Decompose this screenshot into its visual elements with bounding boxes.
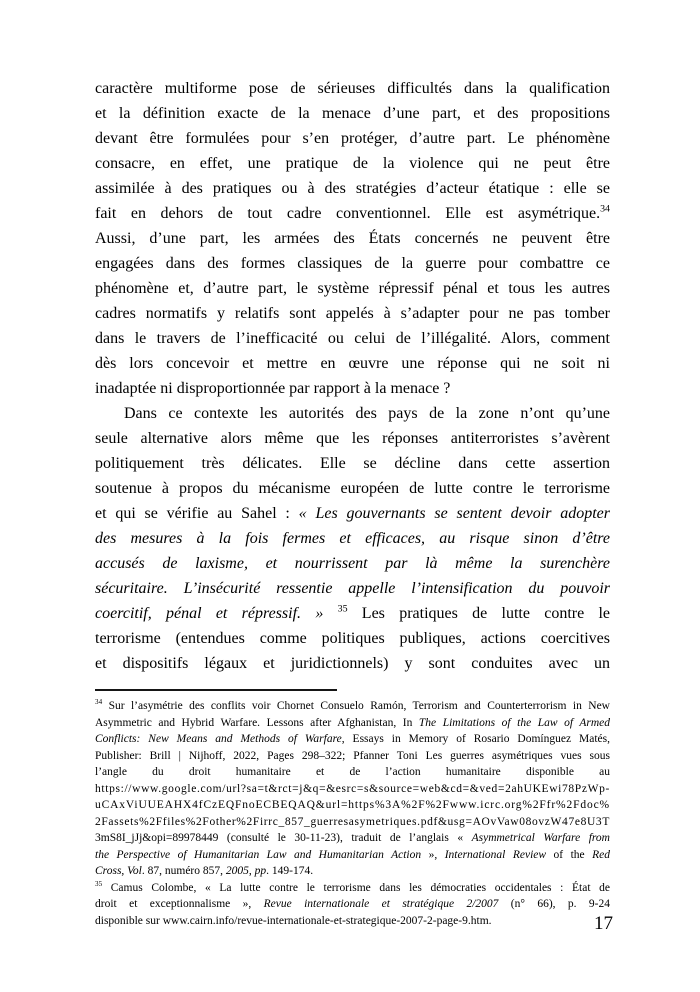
text-segment: disponible sur www.cairn.info/revue-internationale-et-strategique-2007-2-page-9.htm. (95, 914, 492, 927)
text-segment: Vol (127, 865, 142, 877)
footnote-line (95, 698, 610, 715)
body-line (95, 201, 610, 226)
body-line (95, 176, 610, 201)
footnote-separator (95, 689, 337, 691)
text-segment: Aussi, d’une part, les armées des États concernés ne peuvent être (95, 230, 610, 247)
text-segment: dans le travers de l’inefficacité ou celui de l’illégalité. Alors, comment (95, 330, 610, 347)
body-line (95, 651, 610, 676)
body-line (95, 526, 610, 551)
text-segment: International Review (444, 848, 547, 861)
text-segment: », (421, 848, 445, 861)
body-line (95, 101, 610, 126)
text-segment: Red (592, 848, 610, 861)
text-segment: droit et exceptionnalisme », (95, 898, 264, 910)
footnote-reference: 34 (600, 203, 610, 215)
footnote-line (95, 764, 610, 781)
body-line (95, 351, 610, 376)
text-segment: pp (254, 865, 267, 877)
footnote-line (95, 863, 610, 880)
text-segment: Asymmetrical Warfare from (471, 832, 610, 844)
body-line (95, 426, 610, 451)
text-segment: , Essays in Memory of Rosario Domínguez Matés, (341, 733, 610, 745)
footnote-line (95, 847, 610, 864)
footnote-line (95, 797, 610, 814)
footnote-reference: 34 (95, 698, 103, 707)
body-line (95, 151, 610, 176)
footnote-line (95, 731, 610, 748)
body-line (95, 476, 610, 501)
text-segment: 2005 (225, 865, 249, 877)
text-segment: et qui se vérifie au Sahel : (95, 505, 299, 522)
footnote-line (95, 781, 610, 798)
text-segment: the Perspective of Humanitarian Law and Humanitarian Action (95, 848, 422, 861)
text-segment: phénomène et, d’autre part, le système répressif pénal et tous les autres (95, 280, 610, 297)
text-segment: terrorisme (entendues comme politiques publiques, actions coercitives (95, 630, 610, 647)
text-segment: of the (546, 848, 593, 861)
text-segment: , (121, 865, 128, 877)
text-segment: Revue internationale et stratégique 2/2007 (263, 898, 499, 910)
text-segment: fait en dehors de tout cadre conventionnel. Elle est asymétrique. (95, 205, 601, 222)
footnote-line (95, 814, 610, 831)
text-segment: coercitif, pénal et répressif. » (95, 605, 338, 622)
body-line (95, 601, 610, 626)
text-segment: accusés de laxisme, et nourrissent par là même la surenchère (95, 555, 610, 572)
text-segment: sécuritaire. L’insécurité ressentie appelle l’intensification du pouvoir (95, 580, 610, 597)
text-segment: Publisher: Brill | Nijhoff, 2022, Pages 298–322; Pfanner Toni Les guerres asymétriques vues sous (95, 749, 610, 762)
footnote-line (95, 748, 610, 765)
footnote-line (95, 715, 610, 732)
text-segment: cadres normatifs y relatifs sont appelés à s’adapter pour ne pas tomber (95, 305, 610, 322)
text-segment: caractère multiforme pose de sérieuses difficultés dans la qualification (95, 80, 610, 97)
text-segment: . 149-174. (266, 865, 314, 877)
text-segment: politiquement très délicates. Elle se décline dans cette assertion (95, 455, 610, 472)
body-line (95, 551, 610, 576)
body-line (95, 576, 610, 601)
text-segment: Camus Colombe, « La lutte contre le terrorisme dans les démocraties occidentales : État de (102, 881, 610, 894)
text-segment: . 87, numéro 857, (141, 865, 226, 877)
body-text (95, 76, 610, 676)
text-segment: « Les gouvernants se sentent devoir adopter (298, 505, 611, 522)
footnote-line (95, 880, 610, 897)
body-line (95, 501, 610, 526)
footnote-line (95, 830, 610, 847)
body-line (95, 326, 610, 351)
text-segment: 3mS8I_jJj&opi=89978449 (consulté le 30-11-23), traduit de l’anglais « (95, 832, 472, 844)
body-line (95, 226, 610, 251)
body-line (95, 251, 610, 276)
body-line (95, 301, 610, 326)
body-line (95, 276, 610, 301)
text-segment: soutenue à propos du mécanisme européen de lutte contre le terrorisme (95, 480, 610, 497)
text-segment: seule alternative alors même que les réponses antiterroristes s’avèrent (95, 430, 610, 447)
text-segment: Dans ce contexte les autorités des pays de la zone n’ont qu’une (124, 405, 610, 422)
text-segment: Les pratiques de lutte contre le (347, 605, 611, 622)
text-segment: engagées dans des formes classiques de la guerre pour combattre ce (95, 255, 610, 272)
text-segment: devant être formulées pour s’en protéger, d’autre part. Le phénomène (95, 130, 610, 147)
footnote-reference: 35 (337, 603, 348, 615)
body-line (95, 76, 610, 101)
page-number: 17 (594, 913, 613, 934)
text-segment: Sur l’asymétrie des conflits voir Chornet Consuelo Ramón, Terrorism and Counterterrorism in New (102, 700, 610, 712)
text-segment: et la définition exacte de la menace d’une part, et des propositions (95, 105, 610, 122)
text-segment: et dispositifs légaux et juridictionnels) y sont conduites avec un (95, 655, 610, 672)
footnotes (95, 698, 610, 929)
body-line (95, 401, 610, 426)
text-segment: consacre, en effet, une pratique de la violence qui ne peut être (95, 155, 610, 172)
text-segment: uCAxViUUEAHX4fCzEQFnoECBEQAQ&url=https%3A%2F%2Fwww.icrc.org%2Ffr%2Fdoc% (95, 799, 610, 811)
text-segment: The Limitations of the Law of Armed (418, 716, 610, 729)
text-segment: dès lors concevoir et mettre en œuvre une réponse qui ne soit ni (95, 355, 610, 372)
text-segment: Asymmetric and Hybrid Warfare. Lessons after Afghanistan, In (95, 716, 419, 729)
text-segment: 2Fassets%2Ffiles%2Fother%2Firrc_857_guerresasymetriques.pdf&usg=AOvVaw08ovzW47e8U3T (95, 815, 610, 828)
body-line (95, 626, 610, 651)
text-segment: l’angle du droit humanitaire et de l’action humanitaire disponible au (95, 766, 610, 778)
text-segment: des mesures à la fois fermes et efficaces, au risque sinon d’être (95, 530, 610, 547)
footnote-reference: 35 (95, 879, 103, 888)
body-line (95, 126, 610, 151)
text-segment: , (248, 865, 255, 877)
body-line (95, 376, 610, 401)
text-segment: assimilée à des pratiques ou à des stratégies d’acteur étatique : elle se (95, 180, 610, 197)
text-segment: inadaptée ni disproportionnée par rapport à la menace ? (95, 380, 451, 397)
body-line (95, 451, 610, 476)
text-segment: https://www.google.com/url?sa=t&rct=j&q=&esrc=s&source=web&cd=&ved=2ahUKEwi78PzWp- (95, 782, 610, 795)
text-segment: Cross (95, 865, 122, 877)
text-segment: (n° 66), p. 9-24 (498, 898, 610, 910)
text-segment: Conflicts: New Means and Methods of Warfare (95, 733, 342, 745)
